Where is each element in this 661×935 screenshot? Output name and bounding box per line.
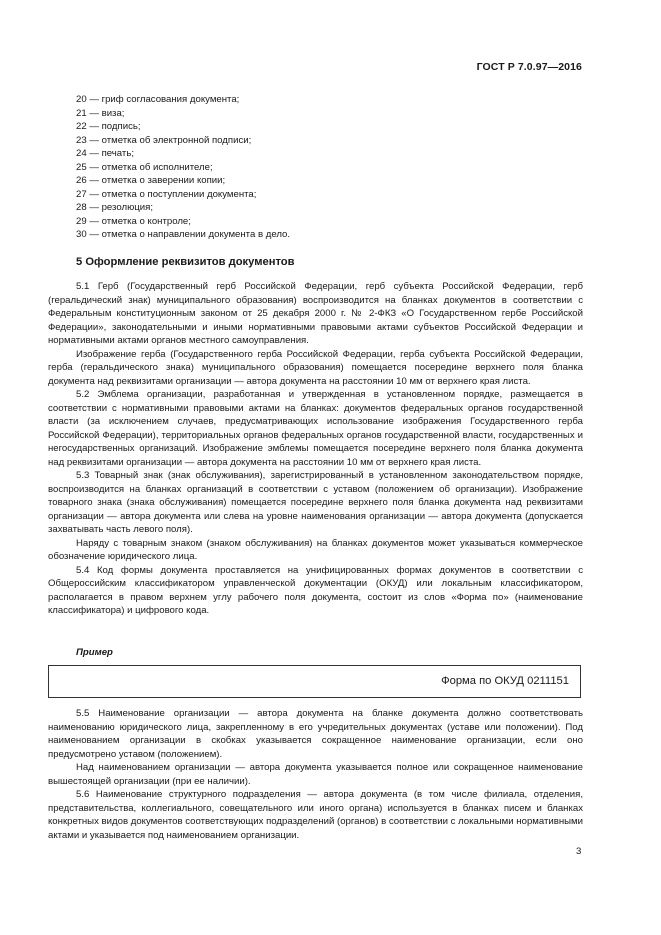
example-form-code: Форма по ОКУД 0211151	[441, 675, 569, 687]
paragraph: Изображение герба (Государственного герба Российской Федерации, герба субъекта Российской Федерации, герба (геральдического знака) муниципального образования) помещается посередине верхнего поля бланка документа над реквизитами организации — автора документа на расстоянии 10 мм от верхнего края листа.	[48, 348, 583, 387]
section-body	[48, 280, 583, 618]
list-item: 20 — гриф согласования документа;	[76, 94, 240, 105]
paragraph: 5.6 Наименование структурного подразделения — автора документа (в том числе филиала, отделения, представительства, коллегиального, совещательного или иного органа) используется в бланках писем и бланках конкретных видов документов соответствующих подразделений (органов) в соответствии с локальными нормативными актами и указывается под наименованием организации.	[48, 789, 583, 841]
section-title: 5 Оформление реквизитов документов	[76, 256, 295, 268]
standard-header: ГОСТ Р 7.0.97—2016	[476, 61, 582, 73]
example-box	[48, 665, 581, 698]
paragraph: Наряду с товарным знаком (знаком обслуживания) на бланках документов может указываться коммерческое обозначение юридического лица.	[48, 537, 583, 562]
list-item: 27 — отметка о поступлении документа;	[76, 188, 257, 200]
list-item: 29 — отметка о контроле;	[76, 215, 191, 227]
list-item: 21 — виза;	[76, 107, 125, 119]
list-item: 26 — отметка о заверении копии;	[76, 175, 226, 187]
list-item: 30 — отметка о направлении документа в дело.	[76, 229, 291, 241]
paragraph: 5.5 Наименование организации — автора документа на бланке документа должно соответствовать наименованию юридического лица, закрепленному в его учредительных документах (уставе или положении). Под наименованием организации в скобках указывается сокращенное наименование организации, если оно предусмотрено уставом (положением).	[48, 708, 583, 760]
requisites-list	[76, 93, 586, 242]
example-label: Пример	[76, 647, 113, 658]
paragraph: 5.1 Герб (Государственный герб Российской Федерации, герб субъекта Российской Федерации, герб (геральдический знак) муниципального образования) воспроизводится на бланках документов в соответствии с Федеральным конституционным законом от 25 декабря 2000 г. № 2-ФКЗ «О Государственном гербе Российской Федерации», законодательными и иными нормативными правовыми актами субъектов Российской Федерации и нормативными актами органов местного самоуправления.	[48, 281, 583, 346]
list-item: 28 — резолюция;	[76, 202, 153, 214]
paragraph: 5.2 Эмблема организации, разработанная и утвержденная в установленном порядке, размещается в соответствии с нормативными правовыми актами на бланках: документов федеральных органов государственной власти (за исключением случаев, предусматривающих использование изображения Государственного герба Российской Федерации), территориальных органов федеральных органов государственной власти, государственных и негосударственных организаций. Изображение эмблемы помещается посередине верхнего поля бланка документа над реквизитами организации — автора документа на расстоянии 10 мм от верхнего края листа.	[48, 389, 583, 468]
list-item: 25 — отметка об исполнителе;	[76, 161, 213, 173]
paragraph: Над наименованием организации — автора документа указывается полное или сокращенное наименование вышестоящей организации (при ее наличии).	[48, 762, 583, 787]
list-item: 23 — отметка об электронной подписи;	[76, 134, 252, 146]
paragraph: 5.3 Товарный знак (знак обслуживания), зарегистрированный в установленном законодательством порядке, воспроизводится на бланках организаций в соответствии с уставом (положением об организации). Изображение товарного знака (знака обслуживания) помещается посередине верхнего поля бланка документа над реквизитами организации — автора документа или слева на уровне наименования организации — автора документа (допускается захватывать часть левого поля).	[48, 470, 583, 535]
paragraph: 5.4 Код формы документа проставляется на унифицированных формах документов в соответствии с Общероссийским классификатором управленческой документации (ОКУД) или локальным классификатором, располагается в правом верхнем углу рабочего поля документа, состоит из слов «Форма по» (наименование классификатора) и цифрового кода.	[48, 564, 583, 616]
page-number: 3	[576, 846, 582, 857]
list-item: 24 — печать;	[76, 148, 134, 160]
list-item: 22 — подпись;	[76, 121, 141, 133]
section-body-continued	[48, 707, 583, 842]
